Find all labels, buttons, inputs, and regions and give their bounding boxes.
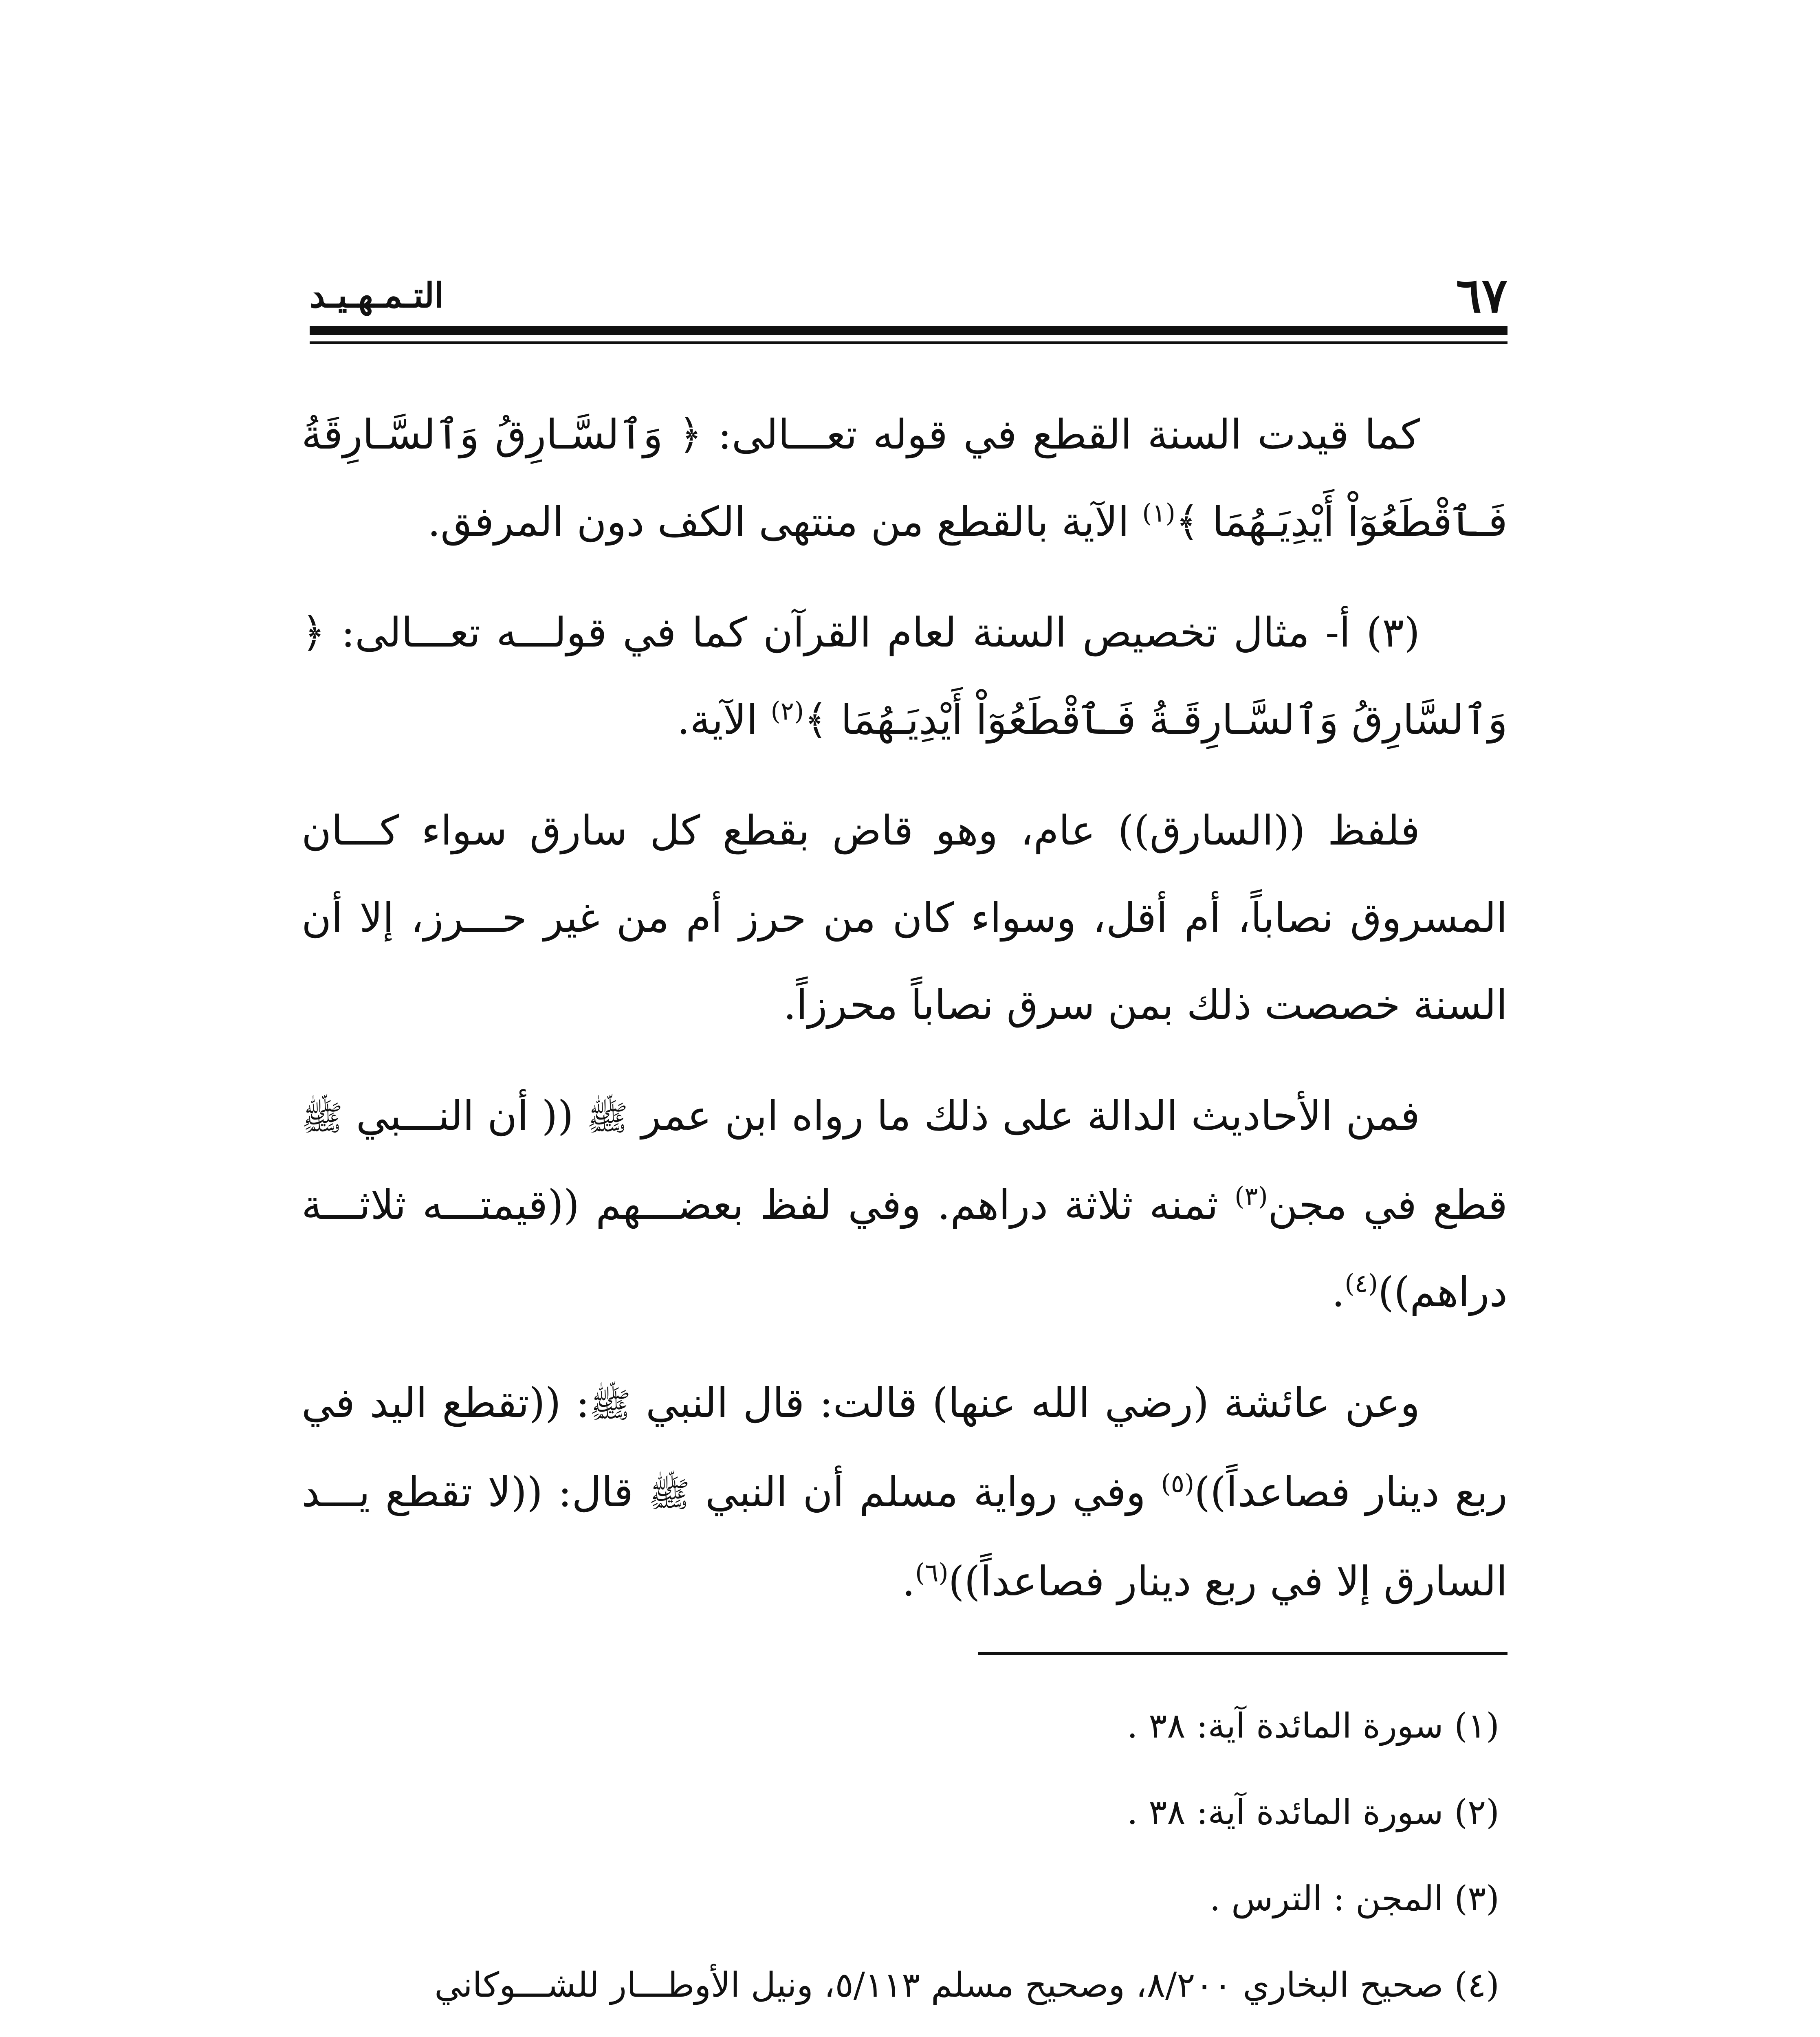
text-segment: : ((تقطع اليد في ربع دينار فصاعداً)) (301, 1379, 1507, 1516)
text-segment: وفي رواية مسلم أن النبي (705, 1468, 1146, 1516)
main-text (301, 391, 1507, 1649)
honorific-symbol: ﷺ (586, 1098, 628, 1138)
text-segment: قطع في مجن (1268, 1181, 1507, 1229)
page-number: ٦٧ (1456, 267, 1507, 323)
footnote-separator (978, 1652, 1507, 1655)
honorific-symbol: ﷺ (301, 1098, 343, 1138)
text-segment: فمن الأحاديث الدالة على ذلك ما رواه ابن عمر (641, 1092, 1420, 1139)
paragraph-aisha-hadith (301, 1359, 1507, 1625)
text-segment: وعن عائشة (رضي الله عنها) قالت: قال النبي (646, 1379, 1420, 1427)
footnote-ref: (٣) (1235, 1181, 1268, 1211)
text-segment: (٣) أ- مثال تخصيص السنة لعام القرآن كما في قولـــه تعـــالى: ﴿ وَٱلسَّارِقُ وَٱلسَّـارِقَـةُ فَـٱقْطَعُوٓاْ أَيْدِيَـهُمَا ﴾ (301, 609, 1507, 744)
honorific-symbol: ﷺ (590, 1385, 631, 1425)
footnote-4: (٤) صحيح البخاري ٨/٢٠٠، وصحيح مسلم ٥/١١٣، ونيل الأوطـــار للشـــوكاني (434, 1965, 1499, 2005)
text-segment: كما قيدت السنة القطع في قوله تعـــالى: ﴿ وَٱلسَّـارِقُ وَٱلسَّـارِقَةُ فَـٱقْطَعُوٓاْ أَيْدِيَـهُمَا ﴾ (301, 411, 1507, 546)
footnote-3: (٣) المجن : الترس . (1209, 1879, 1499, 1918)
honorific-symbol: ﷺ (648, 1474, 690, 1514)
header-rule-thick (310, 326, 1507, 335)
running-header (310, 265, 1507, 326)
paragraph-general-term (301, 787, 1507, 1049)
footnote-ref: (١) (1142, 498, 1175, 528)
footnote-2: (٢) سورة المائدة آية: ٣٨ . (1127, 1792, 1499, 1832)
text-segment: . (902, 1557, 915, 1605)
text-segment: الآية. (677, 696, 758, 744)
footnote-ref: (٦) (915, 1557, 949, 1588)
footnotes (281, 1683, 1499, 2037)
footnote-4-continuation (281, 2028, 1499, 2037)
text-segment: قال: ((لا تقطع يـــد السارق إلا في ربع دينار فصاعداً)) (301, 1468, 1507, 1605)
footnote-ref: (٥) (1161, 1468, 1195, 1498)
paragraph-example-specification (301, 589, 1507, 763)
text-segment: الآية بالقطع من منتهى الكف دون المرفق. (427, 498, 1129, 546)
text-segment: (( أن النـــبي (356, 1092, 574, 1139)
paragraph-sunnah-restricts (301, 391, 1507, 565)
header-rule-thin (310, 341, 1507, 344)
footnote-ref: (٤) (1345, 1268, 1378, 1298)
footnote-1: (١) سورة المائدة آية: ٣٨ . (1127, 1706, 1499, 1746)
text-segment: فلفظ ((السارق)) عام، وهو قاض بقطع كل سارق سواء كـــان المسروق نصاباً، أم أقل، وسواء كان من حرز أم من غير حـــرز، إلا أن السنة خصصت ذلك بمن سرق نصاباً محرزاً. (301, 807, 1507, 1029)
footnote-ref: (٢) (770, 696, 804, 726)
paragraph-ibn-umar-hadith (301, 1072, 1507, 1336)
running-header-title: التـمـهـيـد (310, 275, 444, 315)
text-segment: ثمنه ثلاثة دراهم. وفي لفظ بعضـــهم ((قيمتـــه ثلاثـــة دراهم)) (301, 1181, 1507, 1316)
text-segment: . (1331, 1268, 1345, 1316)
